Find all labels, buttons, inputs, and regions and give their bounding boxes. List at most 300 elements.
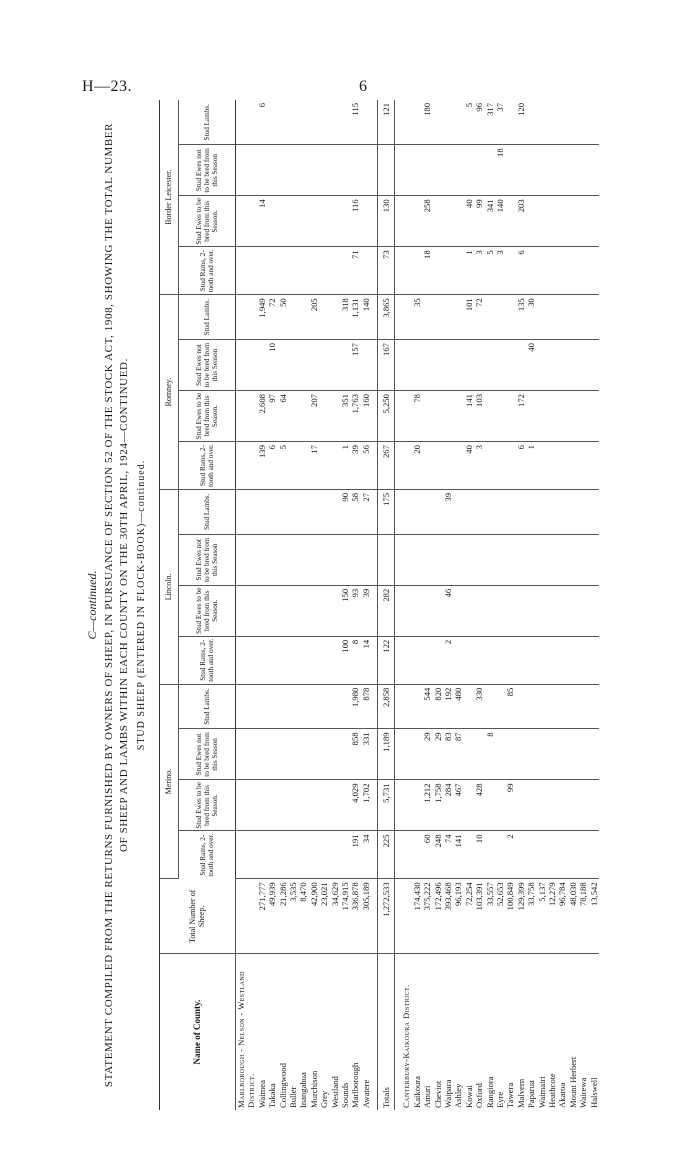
stud-count-cell xyxy=(309,729,319,780)
total-sheep-cell: 33,557 xyxy=(485,879,495,954)
stud-count-cell xyxy=(433,585,443,636)
stud-count-cell: 83 xyxy=(443,729,453,780)
stud-count-cell xyxy=(464,145,474,196)
county-name: Waimea xyxy=(256,1080,267,1108)
empty-cell xyxy=(236,145,257,196)
stud-count-cell xyxy=(485,295,495,340)
stud-count-cell xyxy=(453,391,463,442)
stud-count-cell: 5 xyxy=(278,442,288,490)
stud-count-cell xyxy=(547,196,557,247)
stud-count-cell xyxy=(464,489,474,534)
totals-cell: 175 xyxy=(378,489,395,534)
stud-count-cell: 60 xyxy=(422,831,432,879)
stud-count-cell xyxy=(547,684,557,729)
stud-count-cell: 191 xyxy=(350,831,360,879)
table-row xyxy=(453,100,463,1110)
county-name: Malvern xyxy=(515,1078,526,1108)
stud-count-cell xyxy=(526,391,536,442)
stud-count-cell xyxy=(485,442,495,490)
total-sheep-cell: 174,430 xyxy=(412,879,422,954)
totals-cell: 130 xyxy=(378,196,395,247)
table-row xyxy=(557,100,567,1110)
stud-count-cell: 1,763 xyxy=(350,391,360,442)
table-row xyxy=(422,100,432,1110)
stud-count-cell: 14 xyxy=(257,196,267,247)
stud-count-cell: 39 xyxy=(350,442,360,490)
stud-count-cell xyxy=(288,636,298,684)
stud-count-cell xyxy=(453,636,463,684)
stud-count-cell xyxy=(298,196,308,247)
stud-count-cell xyxy=(319,340,329,391)
stud-count-cell: 140 xyxy=(495,196,505,247)
stud-count-cell xyxy=(505,729,515,780)
table-row xyxy=(267,100,277,1110)
empty-cell xyxy=(401,489,411,534)
title-continued: C—continued. xyxy=(85,570,99,640)
title-subheading: STUD SHEEP (ENTERED IN FLOCK-BOOK)—continued. xyxy=(136,459,147,751)
table-row xyxy=(288,100,298,1110)
stud-count-cell xyxy=(485,391,495,442)
stud-count-cell xyxy=(464,780,474,831)
stud-count-cell xyxy=(288,534,298,585)
stud-count-cell xyxy=(547,729,557,780)
stud-count-cell xyxy=(257,534,267,585)
county-name: Waipara xyxy=(442,1079,453,1108)
stud-count-cell xyxy=(298,391,308,442)
stud-count-cell xyxy=(589,729,599,780)
totals-cell: 121 xyxy=(378,100,395,145)
stud-count-cell: 858 xyxy=(350,729,360,780)
stud-count-cell xyxy=(298,585,308,636)
stud-count-cell xyxy=(309,489,319,534)
stud-count-cell xyxy=(589,831,599,879)
totals-cell: 2,858 xyxy=(378,684,395,729)
table-row xyxy=(330,100,340,1110)
stud-count-cell xyxy=(495,831,505,879)
stud-count-cell: 40 xyxy=(526,340,536,391)
stud-count-cell xyxy=(330,340,340,391)
stud-count-cell: 58 xyxy=(350,489,360,534)
county-name: Kaikoura xyxy=(411,1076,422,1108)
total-sheep-cell: 21,286 xyxy=(278,879,288,954)
stud-count-cell xyxy=(319,585,329,636)
stud-count-cell: 97 xyxy=(267,391,277,442)
stud-count-cell: 6 xyxy=(516,247,526,295)
stud-count-cell xyxy=(537,684,547,729)
totals-cell: 3,865 xyxy=(378,295,395,340)
stud-count-cell xyxy=(464,585,474,636)
header-stud-ewes-bred: Stud Ewes to be bred from this Season. xyxy=(179,196,236,247)
empty-cell xyxy=(236,489,257,534)
stud-count-cell xyxy=(568,442,578,490)
stud-count-cell xyxy=(537,780,547,831)
stud-count-cell xyxy=(298,729,308,780)
stud-count-cell xyxy=(485,145,495,196)
stud-count-cell xyxy=(568,196,578,247)
stud-count-cell xyxy=(309,100,319,145)
header-stud-ewes-not-bred: Stud Ewes not to be bred from this Season xyxy=(179,145,236,196)
stud-count-cell xyxy=(516,534,526,585)
stud-count-cell xyxy=(288,145,298,196)
totals-cell: 1,272,533 xyxy=(378,879,395,954)
stud-count-cell: 96 xyxy=(474,100,484,145)
empty-cell xyxy=(236,780,257,831)
stud-count-cell xyxy=(340,780,350,831)
stud-count-cell: 1,702 xyxy=(361,780,371,831)
stud-count-cell xyxy=(495,295,505,340)
stud-count-cell xyxy=(319,247,329,295)
empty-cell xyxy=(236,831,257,879)
stud-count-cell xyxy=(298,489,308,534)
stud-count-cell xyxy=(412,247,422,295)
stud-count-cell xyxy=(422,295,432,340)
stud-count-cell xyxy=(526,489,536,534)
stud-count-cell xyxy=(340,100,350,145)
stud-count-cell xyxy=(278,780,288,831)
stud-count-cell xyxy=(464,636,474,684)
county-name: Rangiora xyxy=(484,1076,495,1108)
stud-count-cell xyxy=(433,100,443,145)
stud-count-cell xyxy=(267,489,277,534)
stud-count-cell: 192 xyxy=(443,684,453,729)
stud-count-cell xyxy=(319,100,329,145)
stud-count-cell: 14 xyxy=(361,636,371,684)
stud-count-cell xyxy=(278,340,288,391)
county-name: Tawera xyxy=(505,1082,516,1108)
stud-count-cell xyxy=(257,340,267,391)
stud-count-cell xyxy=(557,684,567,729)
stud-count-cell xyxy=(547,145,557,196)
total-sheep-cell: 78,188 xyxy=(578,879,588,954)
table-row xyxy=(547,100,557,1110)
stud-count-cell xyxy=(557,442,567,490)
stud-count-cell xyxy=(443,391,453,442)
stud-count-cell xyxy=(422,585,432,636)
stud-count-cell xyxy=(495,534,505,585)
header-total: Total Number of Sheep. xyxy=(160,879,236,954)
stud-count-cell xyxy=(526,247,536,295)
stud-count-cell xyxy=(298,831,308,879)
stud-count-cell xyxy=(267,831,277,879)
stud-count-cell xyxy=(288,295,298,340)
table-row xyxy=(568,100,578,1110)
total-sheep-cell: 49,939 xyxy=(267,879,277,954)
stud-count-cell xyxy=(578,489,588,534)
stud-count-cell xyxy=(547,534,557,585)
stud-count-cell xyxy=(330,391,340,442)
stud-count-cell: 18 xyxy=(422,247,432,295)
stud-count-cell: 3 xyxy=(495,247,505,295)
totals-label: Totals xyxy=(378,954,395,1110)
stud-count-cell: 35 xyxy=(412,295,422,340)
stud-count-cell xyxy=(557,100,567,145)
stud-count-cell xyxy=(288,684,298,729)
header-stud-ewes-not-bred: Stud Ewes not to be bred from this Season xyxy=(179,729,236,780)
stud-count-cell xyxy=(578,100,588,145)
total-sheep-cell: 8,470 xyxy=(298,879,308,954)
stud-count-cell xyxy=(278,489,288,534)
stud-count-cell: 90 xyxy=(340,489,350,534)
stud-count-cell: 351 xyxy=(340,391,350,442)
rotated-table-page xyxy=(85,100,625,1110)
stud-count-cell xyxy=(589,636,599,684)
stud-count-cell xyxy=(568,534,578,585)
table-row xyxy=(340,100,350,1110)
empty-cell xyxy=(401,879,411,954)
stud-count-cell xyxy=(257,145,267,196)
stud-count-cell xyxy=(443,295,453,340)
stud-count-cell: 203 xyxy=(516,196,526,247)
stud-count-cell: 150 xyxy=(340,585,350,636)
stud-count-cell xyxy=(319,145,329,196)
stud-count-cell xyxy=(547,391,557,442)
stud-count-cell: 157 xyxy=(350,340,360,391)
stud-count-cell xyxy=(443,145,453,196)
stud-count-cell xyxy=(298,100,308,145)
stud-count-cell xyxy=(319,295,329,340)
stud-count-cell xyxy=(309,684,319,729)
stud-count-cell: 331 xyxy=(361,729,371,780)
empty-cell xyxy=(401,729,411,780)
stud-count-cell xyxy=(578,145,588,196)
empty-cell xyxy=(236,247,257,295)
stud-count-cell xyxy=(557,585,567,636)
stud-count-cell xyxy=(485,780,495,831)
stud-count-cell xyxy=(267,585,277,636)
stud-count-cell xyxy=(278,145,288,196)
stud-sheep-table xyxy=(159,100,599,1110)
stud-count-cell xyxy=(495,391,505,442)
stud-count-cell xyxy=(526,534,536,585)
stud-count-cell xyxy=(557,145,567,196)
stud-count-cell xyxy=(537,729,547,780)
stud-count-cell xyxy=(568,780,578,831)
stud-count-cell xyxy=(474,489,484,534)
stud-count-cell xyxy=(278,534,288,585)
stud-count-cell: 248 xyxy=(433,831,443,879)
table-row xyxy=(350,100,360,1110)
empty-cell xyxy=(236,100,257,145)
stud-count-cell xyxy=(267,780,277,831)
stud-count-cell xyxy=(278,100,288,145)
stud-count-cell xyxy=(257,831,267,879)
stud-count-cell xyxy=(557,729,567,780)
page-number: 6 xyxy=(359,78,367,95)
stud-count-cell xyxy=(433,442,443,490)
empty-cell xyxy=(401,295,411,340)
stud-count-cell xyxy=(537,196,547,247)
stud-count-cell xyxy=(537,295,547,340)
stud-count-cell xyxy=(485,585,495,636)
total-sheep-cell: 72,254 xyxy=(464,879,474,954)
stud-count-cell xyxy=(298,340,308,391)
stud-count-cell: 820 xyxy=(433,684,443,729)
stud-count-cell xyxy=(526,585,536,636)
stud-count-cell: 3 xyxy=(474,247,484,295)
stud-count-cell xyxy=(288,585,298,636)
stud-count-cell xyxy=(464,534,474,585)
table-row xyxy=(278,100,288,1110)
totals-cell: 73 xyxy=(378,247,395,295)
stud-count-cell xyxy=(485,684,495,729)
total-sheep-cell: 33,758 xyxy=(526,879,536,954)
county-name: Mount Herbert xyxy=(567,1056,578,1108)
stud-count-cell xyxy=(589,340,599,391)
stud-count-cell xyxy=(578,585,588,636)
stud-count-cell: 428 xyxy=(474,780,484,831)
stud-count-cell xyxy=(443,442,453,490)
stud-count-cell xyxy=(589,534,599,585)
stud-count-cell xyxy=(578,729,588,780)
stud-count-cell xyxy=(495,585,505,636)
stud-count-cell xyxy=(298,442,308,490)
stud-count-cell xyxy=(557,196,567,247)
empty-cell xyxy=(401,534,411,585)
stud-count-cell xyxy=(537,585,547,636)
county-name: Inangahua xyxy=(298,1072,309,1108)
empty-cell xyxy=(401,340,411,391)
stud-count-cell xyxy=(330,489,340,534)
district-heading-row xyxy=(401,100,411,1110)
stud-count-cell xyxy=(557,534,567,585)
stud-count-cell xyxy=(422,340,432,391)
stud-count-cell xyxy=(412,585,422,636)
stud-count-cell xyxy=(485,636,495,684)
stud-count-cell xyxy=(589,585,599,636)
table-row xyxy=(361,100,371,1110)
table-row xyxy=(443,100,453,1110)
stud-count-cell xyxy=(288,247,298,295)
stud-count-cell xyxy=(578,534,588,585)
empty-cell xyxy=(236,684,257,729)
header-stud-lambs: Stud Lambs. xyxy=(179,684,236,729)
total-sheep-cell: 5,137 xyxy=(537,879,547,954)
stud-count-cell xyxy=(537,145,547,196)
total-sheep-cell: 172,496 xyxy=(433,879,443,954)
stud-count-cell: 3 xyxy=(474,442,484,490)
table-head xyxy=(160,100,236,1110)
stud-count-cell: 5 xyxy=(464,100,474,145)
stud-count-cell xyxy=(330,100,340,145)
stud-count-cell xyxy=(330,831,340,879)
stud-count-cell xyxy=(412,100,422,145)
county-name: Heathcote xyxy=(546,1073,557,1108)
stud-count-cell: 207 xyxy=(309,391,319,442)
stud-count-cell xyxy=(537,100,547,145)
stud-count-cell xyxy=(495,636,505,684)
stud-count-cell: 39 xyxy=(361,585,371,636)
stud-count-cell: 100 xyxy=(340,636,350,684)
county-name: Awatere xyxy=(360,1079,371,1108)
stud-count-cell xyxy=(526,684,536,729)
county-name: Akaroa xyxy=(557,1082,568,1108)
stud-count-cell xyxy=(453,145,463,196)
stud-count-cell xyxy=(330,534,340,585)
stud-count-cell: 2,608 xyxy=(257,391,267,442)
stud-count-cell: 284 xyxy=(443,780,453,831)
stud-count-cell xyxy=(319,534,329,585)
stud-count-cell: 78 xyxy=(412,391,422,442)
stud-count-cell xyxy=(568,295,578,340)
table-row xyxy=(412,100,422,1110)
stud-count-cell xyxy=(319,636,329,684)
table-body xyxy=(236,100,600,1110)
county-name: Grey xyxy=(319,1090,330,1108)
stud-count-cell xyxy=(433,295,443,340)
stud-count-cell xyxy=(537,442,547,490)
stud-count-cell xyxy=(340,340,350,391)
stud-count-cell xyxy=(578,636,588,684)
stud-count-cell xyxy=(298,247,308,295)
stud-count-cell: 17 xyxy=(309,442,319,490)
stud-count-cell xyxy=(340,729,350,780)
stud-count-cell: 135 xyxy=(516,295,526,340)
stud-count-cell xyxy=(578,391,588,442)
stud-count-cell xyxy=(485,831,495,879)
stud-count-cell xyxy=(412,636,422,684)
stud-count-cell: 6 xyxy=(516,442,526,490)
stud-count-cell xyxy=(350,145,360,196)
stud-count-cell xyxy=(278,585,288,636)
total-sheep-cell: 52,653 xyxy=(495,879,505,954)
stud-count-cell xyxy=(495,729,505,780)
stud-count-cell xyxy=(278,729,288,780)
stud-count-cell: 330 xyxy=(474,684,484,729)
stud-count-cell xyxy=(422,534,432,585)
stud-count-cell xyxy=(568,636,578,684)
stud-count-cell xyxy=(537,340,547,391)
stud-count-cell xyxy=(267,196,277,247)
table-row xyxy=(298,100,308,1110)
stud-count-cell: 40 xyxy=(464,196,474,247)
stud-count-cell: 4,029 xyxy=(350,780,360,831)
stud-count-cell xyxy=(330,585,340,636)
stud-count-cell xyxy=(267,145,277,196)
stud-count-cell: 10 xyxy=(474,831,484,879)
stud-count-cell xyxy=(361,145,371,196)
county-name: Marlborough xyxy=(350,1062,361,1108)
totals-cell: 225 xyxy=(378,831,395,879)
stud-count-cell xyxy=(309,196,319,247)
empty-cell xyxy=(236,534,257,585)
stud-count-cell: 56 xyxy=(361,442,371,490)
stud-count-cell xyxy=(267,100,277,145)
stud-count-cell xyxy=(516,780,526,831)
stud-count-cell: 93 xyxy=(350,585,360,636)
stud-count-cell xyxy=(557,247,567,295)
stud-count-cell xyxy=(495,340,505,391)
stud-count-cell xyxy=(568,489,578,534)
stud-count-cell: 87 xyxy=(453,729,463,780)
stud-count-cell xyxy=(568,100,578,145)
stud-count-cell xyxy=(495,489,505,534)
stud-count-cell xyxy=(464,684,474,729)
header-group-border-leicester: Border Leicester. xyxy=(160,100,179,295)
stud-count-cell: 544 xyxy=(422,684,432,729)
total-sheep-cell: 336,878 xyxy=(350,879,360,954)
total-sheep-cell: 271,777 xyxy=(257,879,267,954)
stud-count-cell xyxy=(526,831,536,879)
stud-count-cell xyxy=(288,442,298,490)
stud-count-cell xyxy=(309,247,319,295)
stud-count-cell xyxy=(288,489,298,534)
stud-count-cell xyxy=(453,585,463,636)
stud-count-cell xyxy=(578,780,588,831)
stud-count-cell xyxy=(433,196,443,247)
stud-count-cell: 71 xyxy=(350,247,360,295)
stud-count-cell: 141 xyxy=(453,831,463,879)
empty-cell xyxy=(236,391,257,442)
